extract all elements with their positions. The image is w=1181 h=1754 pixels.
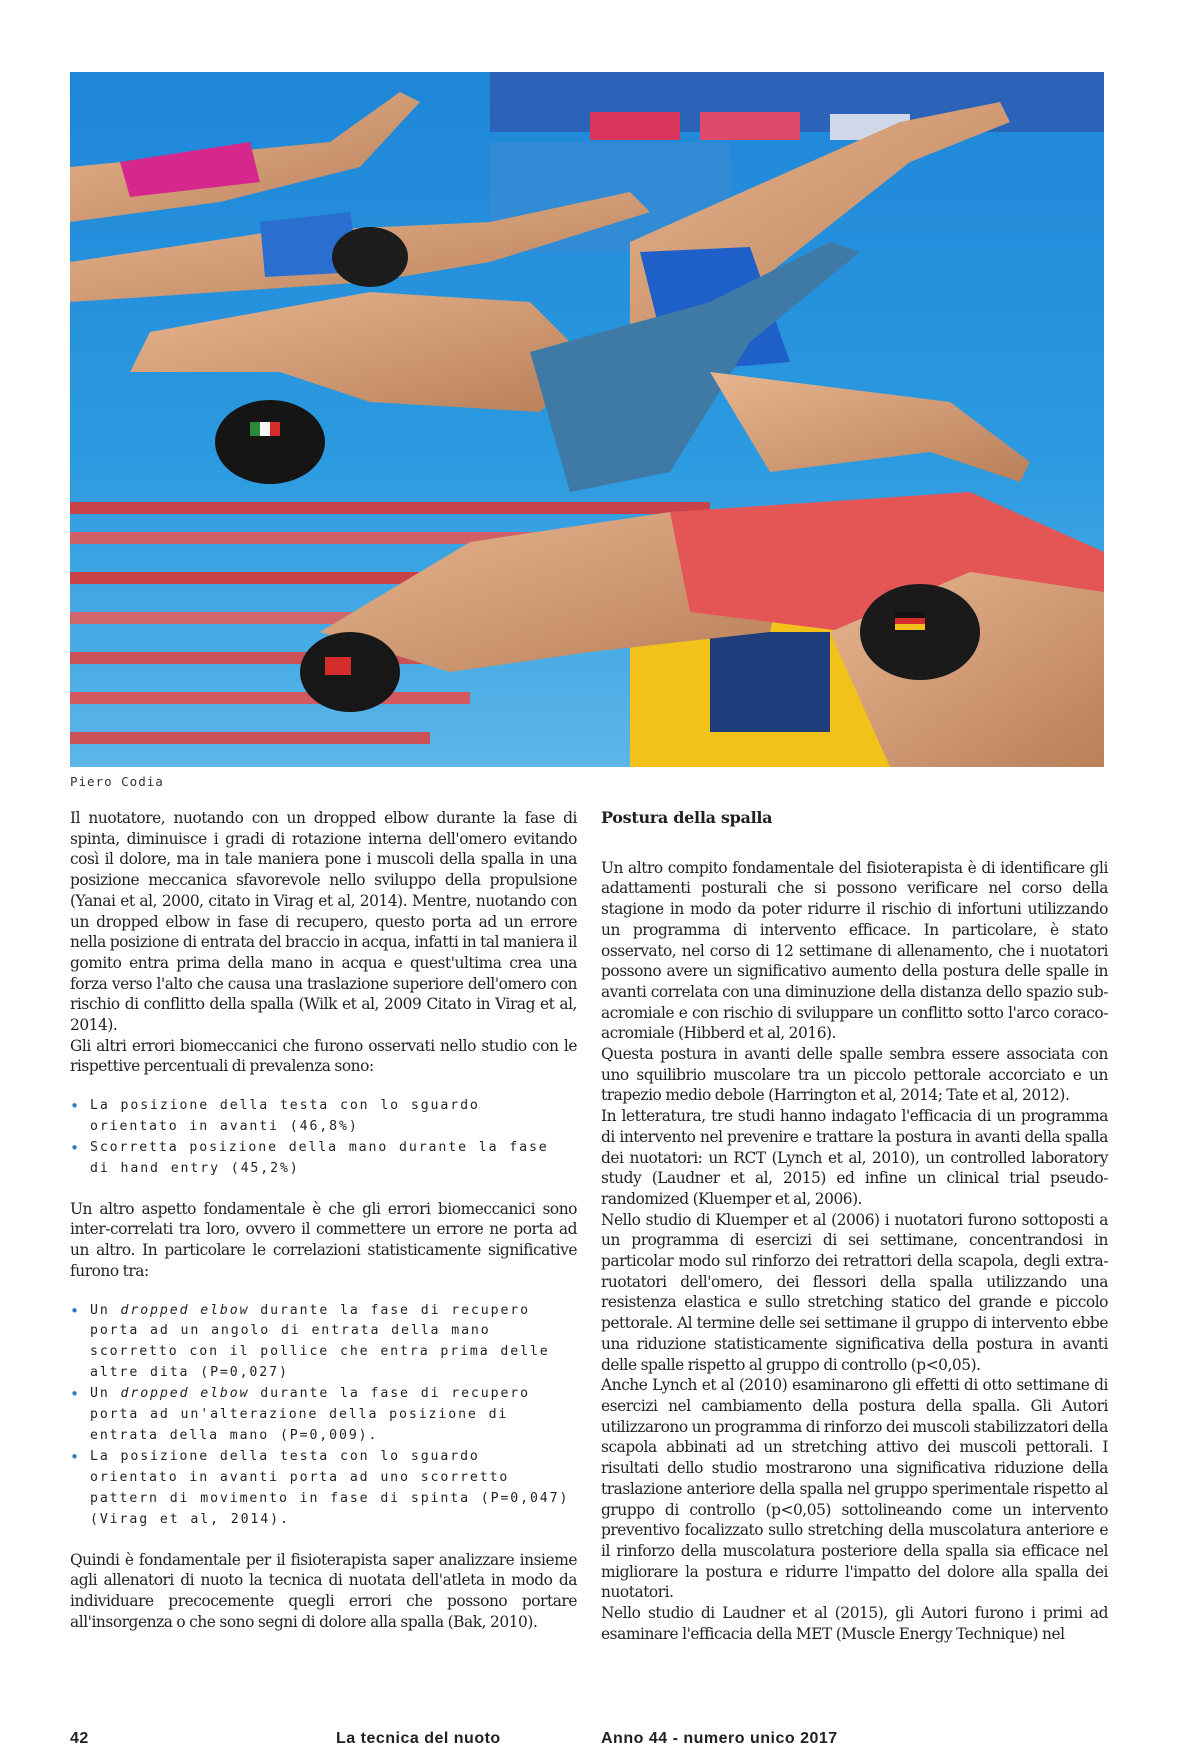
list-item: • La posizione della testa con lo sguardo orientato in avanti porta ad uno scorretto pattern di movimento in fase di spinta (P=0,047) (Virag et al, 2014). xyxy=(90,1447,577,1531)
page-number: 42 xyxy=(70,1730,89,1747)
right-paragraph-5: Anche Lynch et al (2010) esaminarono gli effetti di otto settimane di esercizi nel cambiamento della postura della spalla. Gli Autori utilizzarono un programma di rinforzo dei muscoli stabilizzatori della scapola abbinati ad un stretching attivo dei muscoli pettorali. I risultati dello studio mostrarono una significativa riduzione della traslazione anteriore della spalla nel gruppo sperimentale rispetto al gruppo di controllo (p<0,05) sottolineando come un intervento preventivo focalizzato sullo stretching della muscolatura anteriore e il rinforzo della muscolatura posteriore della spalla sia efficace nel migliorare la postura e ridurre l'impatto del dolore alla spalla dei nuotatori. xyxy=(601,1376,1108,1602)
right-paragraph-1: Un altro compito fondamentale del fisioterapista è di identificare gli adattamenti posturali che si possono verificare nel corso della stagione in modo da poter ridurre il rischio di infortuni utilizzando un programma di intervento efficace. In particolare, è stato osservato, nel corso di 12 settimane di allenamento, che i nuotatori possono avere un significativo aumento della postura delle spalle in avanti correlata con una diminuzione della distanza dello spazio sub-acromiale e con rischio di sviluppare un conflitto sotto l'arco coraco-acromiale (Hibberd et al, 2016). xyxy=(601,858,1108,1043)
list-item: • Un dropped elbow durante la fase di recupero porta ad un angolo di entrata della mano scorretto con il pollice che entra prima delle altre dita (P=0,027) xyxy=(90,1301,577,1385)
list-item: • Scorretta posizione della mano durante la fase di hand entry (45,2%) xyxy=(90,1138,577,1180)
left-paragraph-1: Il nuotatore, nuotando con un dropped elbow durante la fase di spinta, diminuisce i gradi di rotazione interna dell'omero evitando così il dolore, ma in tale maniera pone i muscoli della spalla in una posizione meccanica sfavorevole nello sviluppo della propulsione (Yanai et al, 2000, citato in Virag et al, 2014). Mentre, nuotando con un dropped elbow in fase di recupero, questo porta ad un errore nella posizione di entrata del braccio in acqua, infatti in tal maniera il gomito entra prima della mano in acqua e quest'ultima crea una forza verso l'alto che causa una traslazione superiore dell'omero con rischio di conflitto della spalla (Wilk et al, 2009 Citato in Virag et al, 2014). xyxy=(70,809,577,1035)
left-column xyxy=(70,808,577,1632)
swimmers-diving-photo xyxy=(70,72,1104,767)
correlation-list xyxy=(70,1301,577,1531)
list-item: • La posizione della testa con lo sguardo orientato in avanti (46,8%) xyxy=(90,1096,577,1138)
list-item: • Un dropped elbow durante la fase di recupero porta ad un'alterazione della posizione di entrata della mano (P=0,009). xyxy=(90,1384,577,1447)
issue-label: Anno 44 - numero unico 2017 xyxy=(601,1730,838,1747)
right-paragraph-6: Nello studio di Laudner et al (2015), gli Autori furono i primi ad esaminare l'efficacia della MET (Muscle Energy Technique) nel xyxy=(601,1604,1108,1643)
right-column xyxy=(601,808,1108,1644)
right-paragraph-3: In letteratura, tre studi hanno indagato l'efficacia di un programma di intervento nel prevenire e trattare la postura in avanti della spalla dei nuotatori: un RCT (Lynch et al, 2010), un controlled laboratory study (Laudner et al, 2015) ed infine un clinical trial pseudo-randomized (Kluemper et al, 2006). xyxy=(601,1107,1108,1208)
left-paragraph-4: Quindi è fondamentale per il fisioterapista saper analizzare insieme agli allenatori di nuoto la tecnica di nuotata dell'atleta in modo da individuare precocemente quegli errori che possono portare all'insorgenza o che sono segni di dolore alla spalla (Bak, 2010). xyxy=(70,1550,577,1631)
section-heading: Postura della spalla xyxy=(601,808,773,827)
error-list xyxy=(70,1096,577,1180)
right-paragraph-4: Nello studio di Kluemper et al (2006) i nuotatori furono sottoposti a un programma di esercizi di sei settimane, concentrandosi in particolar modo sul rinforzo dei retrattori della scapola, degli extra-ruotatori dell'omero, dei flessori della spalla utilizzando una resistenza elastica e sullo stretching statico del grande e piccolo pettorale. Al termine delle sei settimane il gruppo di intervento ebbe una riduzione statisticamente significativa della postura in avanti delle spalle rispetto al gruppo di controllo (p<0,05). xyxy=(601,1210,1108,1374)
photo-credit: Piero Codia xyxy=(70,774,164,789)
magazine-title: La tecnica del nuoto xyxy=(336,1730,501,1747)
right-paragraph-2: Questa postura in avanti delle spalle sembra essere associata con uno squilibrio muscolare tra un piccolo pettorale accorciato e un trapezio medio debole (Harrington et al, 2014; Tate et al, 2012). xyxy=(601,1045,1108,1105)
left-paragraph-2: Gli altri errori biomeccanici che furono osservati nello studio con le rispettive percentuali di prevalenza sono: xyxy=(70,1036,577,1076)
left-paragraph-3: Un altro aspetto fondamentale è che gli errori biomeccanici sono inter-correlati tra loro, ovvero il commettere un errore ne porta ad un altro. In particolare le correlazioni statisticamente significative furono tra: xyxy=(70,1199,577,1280)
